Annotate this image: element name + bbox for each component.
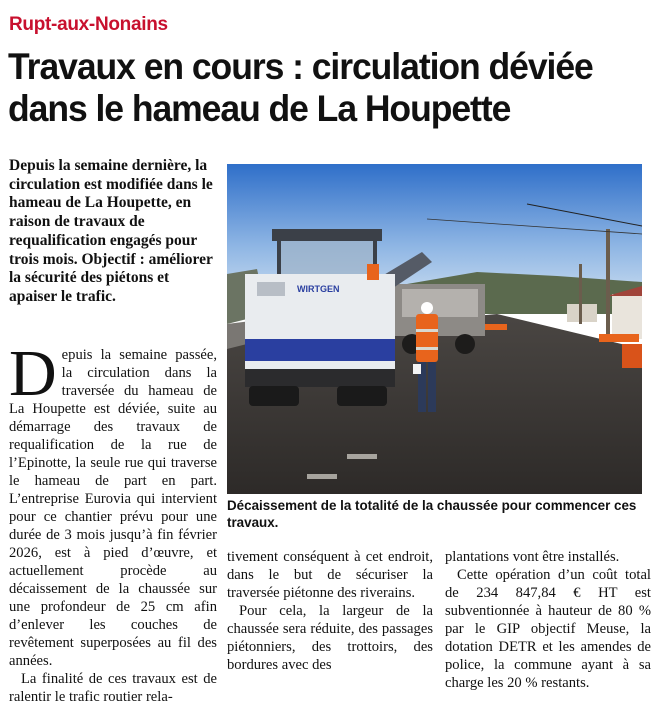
paragraph-text: epuis la semaine passée, la circulation dans la traversée du hameau de La Houpette est déviée, suite au démarrage des travaux de requalification de la rue de l’Epinotte, la seule rue qui traverse le hameau de part en part. L’entreprise Eurovia qui intervient pour ce chantier prévu pour une durée de 3 mois jusqu’à fin février 2026, est à pied d’œuvre, et actuellement procède au décaissement de la chaussée sur une profondeur de 25 cm afin d’enlever les couches de revêtement superposées au fil des années. xyxy=(9,347,217,669)
machine-base xyxy=(245,369,395,387)
hard-hat xyxy=(421,302,433,314)
section-kicker: Rupt-aux-Nonains xyxy=(9,14,168,35)
article-paragraph: Pour cela, la largeur de la chaussée sera réduite, des passages piétonniers, des trottoirs, des bordures avec des xyxy=(227,603,433,673)
road-marking xyxy=(307,474,337,479)
machine-cab-frame xyxy=(272,229,382,241)
article-headline: Travaux en cours : circulation déviée dans le hameau de La Houpette xyxy=(8,46,593,129)
article-paragraph: Cette opération d’un coût total de 234 847,84 € HT est subventionnée à hauteur de 80 % par le GIP objectif Meuse, la dotation DETR et les amendes de police, la commune ayant à sa charge les 20 % restants. xyxy=(445,567,651,691)
article-column-3 xyxy=(445,548,651,692)
barrier xyxy=(622,344,642,368)
machine-blue-band xyxy=(245,339,395,361)
utility-pole xyxy=(579,264,582,324)
reflective-strip xyxy=(416,347,438,350)
article-paragraph: tivement conséquent à cet endroit, dans le but de sécuriser la traversée piétonne des riverains. xyxy=(227,549,433,601)
truck-wheel xyxy=(455,334,475,354)
article-column-1 xyxy=(9,337,217,706)
article-paragraph: La finalité de ces travaux est de ralentir le trafic routier rela- xyxy=(9,671,217,705)
worker-vest xyxy=(416,314,438,362)
machine-track xyxy=(337,386,387,406)
photo-caption: Décaissement de la totalité de la chaussée pour commencer ces travaux. xyxy=(227,498,637,530)
reflective-strip xyxy=(416,329,438,332)
machine-track xyxy=(249,386,299,406)
article-column-2 xyxy=(227,548,433,674)
utility-pole xyxy=(606,229,610,339)
clipboard xyxy=(413,364,421,374)
machine-brand-label: WIRTGEN xyxy=(297,284,340,294)
drop-cap: D xyxy=(9,337,57,410)
barrier xyxy=(599,334,639,342)
article-standfirst: Depuis la semaine dernière, la circulation est modifiée dans le hameau de La Houpette, en raison de travaux de requalification engagés pour trois mois. Objectif : améliorer la sécurité des piétons et apaiser le trafic. xyxy=(9,157,213,305)
machine-window xyxy=(279,241,375,279)
worker-leg xyxy=(428,362,436,412)
article-paragraph: plantations vont être installés. xyxy=(445,549,620,565)
machine-panel xyxy=(257,282,285,296)
road-marking xyxy=(347,454,377,459)
operator xyxy=(367,264,379,280)
article-paragraph xyxy=(9,337,217,670)
house xyxy=(612,294,642,339)
truck-bed xyxy=(402,289,478,317)
article-photo xyxy=(227,164,642,494)
